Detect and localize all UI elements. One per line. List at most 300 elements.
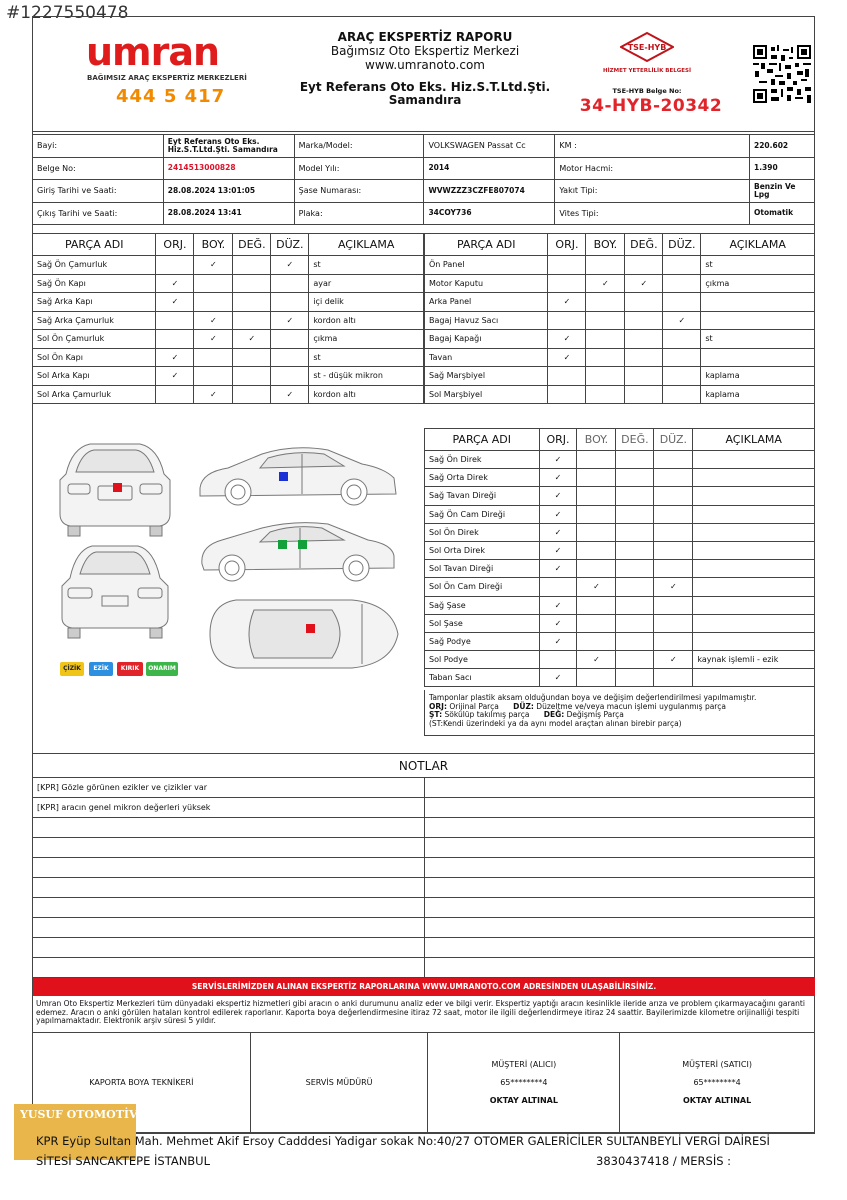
part-note: çıkma bbox=[309, 330, 424, 349]
info-value: 34COY736 bbox=[424, 202, 555, 225]
note-row bbox=[33, 918, 815, 938]
parts-header-row bbox=[33, 234, 424, 256]
note-text: [KPR] aracın genel mikron değerleri yüksek bbox=[33, 798, 425, 818]
orj-mark: ✓ bbox=[539, 469, 577, 487]
part-name: Sağ Ön Direk bbox=[425, 451, 540, 469]
frame-parts-table bbox=[424, 428, 815, 687]
deg-mark bbox=[625, 330, 663, 349]
duz-mark: ✓ bbox=[271, 385, 309, 404]
info-label: Plaka: bbox=[294, 202, 424, 225]
deg-mark bbox=[616, 669, 654, 687]
chip-onarim: ONARIM bbox=[146, 662, 178, 676]
duz-mark bbox=[654, 596, 693, 614]
note-row bbox=[33, 938, 815, 958]
deg-mark bbox=[625, 348, 663, 367]
deg-mark bbox=[233, 293, 271, 312]
deg-mark: ✓ bbox=[233, 330, 271, 349]
part-row bbox=[425, 523, 815, 541]
deg-mark bbox=[616, 487, 654, 505]
part-row bbox=[425, 348, 815, 367]
orj-mark bbox=[539, 651, 577, 669]
col-aciklama: AÇIKLAMA bbox=[701, 234, 815, 256]
orj-mark bbox=[156, 311, 194, 330]
part-name: Sol Ön Kapı bbox=[33, 348, 156, 367]
col-duz: DÜZ. bbox=[271, 234, 309, 256]
part-row bbox=[425, 385, 815, 404]
info-label: Çıkış Tarihi ve Saati: bbox=[33, 202, 164, 225]
part-name: Sağ Tavan Direği bbox=[425, 487, 540, 505]
deg-mark bbox=[616, 651, 654, 669]
orj-mark bbox=[539, 578, 577, 596]
part-row bbox=[425, 293, 815, 312]
info-value: 28.08.2024 13:41 bbox=[163, 202, 294, 225]
boy-mark bbox=[577, 669, 616, 687]
tse-number: 34-HYB-20342 bbox=[579, 96, 723, 116]
deg-mark bbox=[616, 451, 654, 469]
sig-kaporta: KAPORTA BOYA TEKNİKERİ bbox=[33, 1033, 251, 1133]
deg-mark bbox=[616, 560, 654, 578]
legend-value: Sökülüp takılmış parça bbox=[444, 710, 530, 719]
deg-mark bbox=[625, 256, 663, 275]
notes-table bbox=[32, 753, 815, 978]
boy-mark bbox=[586, 348, 625, 367]
logo-subtitle: BAĞIMSIZ ARAÇ EKSPERTİZ MERKEZLERİ bbox=[87, 74, 247, 82]
part-note: st bbox=[701, 330, 815, 349]
phone-number: 444 5 417 bbox=[116, 86, 226, 107]
part-row bbox=[425, 469, 815, 487]
orj-mark: ✓ bbox=[548, 330, 586, 349]
tse-label: TSE-HYB Belge No: bbox=[612, 87, 682, 95]
deg-mark: ✓ bbox=[625, 274, 663, 293]
boy-mark bbox=[577, 505, 616, 523]
note-row bbox=[33, 838, 815, 858]
info-label: KM : bbox=[555, 135, 750, 158]
deg-mark bbox=[616, 614, 654, 632]
car-right-side-icon bbox=[200, 448, 396, 505]
tse-badge-text: TSE-HYB bbox=[627, 43, 667, 52]
col-aciklama: AÇIKLAMA bbox=[309, 234, 424, 256]
header-divider bbox=[32, 131, 815, 132]
orj-mark: ✓ bbox=[156, 274, 194, 293]
boy-mark bbox=[577, 560, 616, 578]
part-name: Sağ Ön Çamurluk bbox=[33, 256, 156, 275]
report-title: ARAÇ EKSPERTİZ RAPORU bbox=[337, 30, 513, 44]
part-name: Sağ Ön Kapı bbox=[33, 274, 156, 293]
deg-mark bbox=[625, 311, 663, 330]
part-row bbox=[425, 669, 815, 687]
boy-mark bbox=[577, 596, 616, 614]
deg-mark bbox=[625, 367, 663, 386]
boy-mark: ✓ bbox=[577, 578, 616, 596]
info-value: 220.602 bbox=[749, 135, 814, 158]
duz-mark bbox=[271, 274, 309, 293]
duz-mark bbox=[654, 451, 693, 469]
boy-mark bbox=[194, 348, 233, 367]
part-row bbox=[33, 330, 424, 349]
info-label: Motor Hacmi: bbox=[555, 157, 750, 180]
deg-mark bbox=[616, 505, 654, 523]
duz-mark bbox=[271, 348, 309, 367]
boy-mark: ✓ bbox=[194, 311, 233, 330]
seller-phone: 65********4 bbox=[693, 1077, 741, 1087]
part-row bbox=[33, 348, 424, 367]
boy-mark bbox=[577, 469, 616, 487]
part-name: Sağ Marşbiyel bbox=[425, 367, 548, 386]
col-boy: BOY. bbox=[586, 234, 625, 256]
part-note: kaplama bbox=[701, 385, 815, 404]
orj-mark bbox=[548, 274, 586, 293]
part-note bbox=[693, 469, 815, 487]
part-row bbox=[425, 487, 815, 505]
duz-mark bbox=[271, 367, 309, 386]
info-label: Vites Tipi: bbox=[555, 202, 750, 225]
boy-mark bbox=[586, 385, 625, 404]
note-row bbox=[33, 798, 815, 818]
boy-mark: ✓ bbox=[194, 256, 233, 275]
note-row bbox=[33, 778, 815, 798]
body-parts-table-right bbox=[424, 233, 815, 404]
part-name: Arka Panel bbox=[425, 293, 548, 312]
part-row bbox=[33, 293, 424, 312]
part-note: çıkma bbox=[701, 274, 815, 293]
part-note: st bbox=[309, 348, 424, 367]
part-note bbox=[693, 632, 815, 650]
info-value: VOLKSWAGEN Passat Cc bbox=[424, 135, 555, 158]
document-number: 2414513000828 bbox=[163, 157, 294, 180]
part-row bbox=[425, 367, 815, 386]
info-value: 1.390 bbox=[749, 157, 814, 180]
duz-mark bbox=[654, 469, 693, 487]
col-duz: DÜZ. bbox=[663, 234, 701, 256]
boy-mark bbox=[194, 367, 233, 386]
damage-marker-left-2 bbox=[298, 540, 307, 549]
orj-mark: ✓ bbox=[539, 560, 577, 578]
part-name: Sağ Arka Kapı bbox=[33, 293, 156, 312]
part-note bbox=[693, 451, 815, 469]
boy-mark: ✓ bbox=[586, 274, 625, 293]
deg-mark bbox=[233, 274, 271, 293]
orj-mark: ✓ bbox=[539, 523, 577, 541]
orj-mark bbox=[548, 385, 586, 404]
part-name: Tavan bbox=[425, 348, 548, 367]
part-name: Sol Marşbiyel bbox=[425, 385, 548, 404]
part-note: kordon altı bbox=[309, 311, 424, 330]
info-label: Belge No: bbox=[33, 157, 164, 180]
part-name: Sol Podye bbox=[425, 651, 540, 669]
part-note bbox=[701, 293, 815, 312]
col-orj: ORJ. bbox=[156, 234, 194, 256]
col-orj: ORJ. bbox=[539, 429, 577, 451]
note-text: [KPR] Gözle görünen ezikler ve çizikler var bbox=[33, 778, 425, 798]
info-row bbox=[33, 202, 815, 225]
orj-mark bbox=[156, 385, 194, 404]
tse-note: HİZMET YETERLİLİK BELGESİ bbox=[602, 68, 692, 74]
part-row bbox=[425, 651, 815, 669]
legend-value: Orijinal Parça bbox=[449, 701, 499, 711]
part-name: Sağ Şase bbox=[425, 596, 540, 614]
car-rear-view-icon bbox=[62, 546, 168, 638]
part-note: içi delik bbox=[309, 293, 424, 312]
duz-mark bbox=[654, 632, 693, 650]
info-value: 2014 bbox=[424, 157, 555, 180]
orj-mark: ✓ bbox=[539, 614, 577, 632]
legend-key: DÜZ: bbox=[513, 701, 534, 711]
note-row bbox=[33, 818, 815, 838]
buyer-title: MÜŞTERİ (ALICI) bbox=[491, 1059, 557, 1069]
part-row bbox=[425, 632, 815, 650]
info-value: Eyt Referans Oto Eks. Hiz.S.T.Ltd.Şti. Samandıra bbox=[163, 135, 294, 158]
part-row bbox=[425, 560, 815, 578]
info-row bbox=[33, 135, 815, 158]
part-name: Sol Şase bbox=[425, 614, 540, 632]
info-label: Yakıt Tipi: bbox=[555, 180, 750, 203]
orj-mark bbox=[548, 256, 586, 275]
col-boy: BOY. bbox=[194, 234, 233, 256]
deg-mark bbox=[616, 469, 654, 487]
duz-mark: ✓ bbox=[654, 578, 693, 596]
duz-mark: ✓ bbox=[271, 311, 309, 330]
report-website: www.umranoto.com bbox=[365, 58, 485, 72]
deg-mark bbox=[616, 596, 654, 614]
duz-mark: ✓ bbox=[271, 256, 309, 275]
deg-mark bbox=[233, 256, 271, 275]
orj-mark: ✓ bbox=[539, 487, 577, 505]
part-name: Ön Panel bbox=[425, 256, 548, 275]
legend-value: Düzeltme ve/veya macun işlemi uygulanmış parça bbox=[536, 701, 726, 711]
legend-key: DEĞ: bbox=[543, 710, 565, 719]
note-row bbox=[33, 958, 815, 978]
sig-buyer bbox=[428, 1033, 620, 1133]
part-name: Bagaj Kapağı bbox=[425, 330, 548, 349]
duz-mark bbox=[654, 505, 693, 523]
report-title-block bbox=[290, 30, 560, 107]
duz-mark bbox=[654, 541, 693, 559]
part-name: Sol Ön Direk bbox=[425, 523, 540, 541]
part-row bbox=[425, 256, 815, 275]
part-row bbox=[425, 578, 815, 596]
part-name: Sağ Orta Direk bbox=[425, 469, 540, 487]
part-note: st bbox=[309, 256, 424, 275]
footer-address-line2: SİTESİ SANCAKTEPE İSTANBUL bbox=[36, 1154, 211, 1168]
part-note bbox=[693, 523, 815, 541]
duz-mark bbox=[654, 523, 693, 541]
legend-line: (ST:Kendi üzerindeki ya da aynı model araçtan alınan birebir parça) bbox=[429, 718, 682, 728]
boy-mark bbox=[194, 293, 233, 312]
part-row bbox=[425, 541, 815, 559]
col-boy: BOY. bbox=[577, 429, 616, 451]
deg-mark bbox=[233, 367, 271, 386]
part-name: Sol Orta Direk bbox=[425, 541, 540, 559]
legend-box bbox=[424, 690, 815, 736]
boy-mark: ✓ bbox=[194, 330, 233, 349]
boy-mark bbox=[577, 541, 616, 559]
boy-mark bbox=[586, 293, 625, 312]
col-deg: DEĞ. bbox=[616, 429, 654, 451]
umran-logo: umran bbox=[86, 30, 220, 74]
part-row bbox=[425, 614, 815, 632]
deg-mark bbox=[233, 348, 271, 367]
part-note bbox=[693, 560, 815, 578]
duz-mark bbox=[271, 293, 309, 312]
duz-mark bbox=[663, 348, 701, 367]
duz-mark bbox=[663, 367, 701, 386]
damage-marker-top bbox=[306, 624, 315, 633]
part-row bbox=[425, 330, 815, 349]
col-part-name: PARÇA ADI bbox=[33, 234, 156, 256]
part-note bbox=[693, 596, 815, 614]
legend-line: Tamponlar plastik aksam olduğundan boya ve değişim değerlendirilmesi yapılmamıştır. bbox=[429, 693, 757, 702]
orj-mark: ✓ bbox=[156, 348, 194, 367]
website-banner: SERVİSLERİMİZDEN ALINAN EKSPERTİZ RAPORLARINA WWW.UMRANOTO.COM ADRESİNDEN ULAŞABİLİRSİNİZ. bbox=[33, 978, 815, 996]
footer-tax-number: 3830437418 / MERSİS : bbox=[596, 1154, 732, 1168]
info-label: Marka/Model: bbox=[294, 135, 424, 158]
legend-value: Değişmiş Parça bbox=[566, 710, 624, 719]
part-note: st - düşük mikron bbox=[309, 367, 424, 386]
info-value: Otomatik bbox=[749, 202, 814, 225]
listing-id-watermark: #1227550478 bbox=[6, 3, 129, 23]
tse-hyb-badge-icon bbox=[620, 32, 674, 62]
deg-mark bbox=[233, 311, 271, 330]
vehicle-info-table bbox=[32, 134, 815, 225]
orj-mark bbox=[548, 367, 586, 386]
seller-name: OKTAY ALTINAL bbox=[682, 1095, 752, 1105]
info-label: Bayi: bbox=[33, 135, 164, 158]
part-note bbox=[693, 578, 815, 596]
part-row bbox=[425, 311, 815, 330]
buyer-name: OKTAY ALTINAL bbox=[489, 1095, 558, 1105]
part-name: Sol Arka Çamurluk bbox=[33, 385, 156, 404]
damage-marker-left-1 bbox=[278, 540, 287, 549]
col-duz: DÜZ. bbox=[654, 429, 693, 451]
car-damage-diagram bbox=[32, 428, 424, 688]
part-name: Sol Arka Kapı bbox=[33, 367, 156, 386]
dealer-stamp-text: YUSUF OTOMOTİV bbox=[20, 1108, 138, 1121]
seller-title: MÜŞTERİ (SATICI) bbox=[682, 1059, 752, 1069]
part-note bbox=[693, 614, 815, 632]
note-row bbox=[33, 878, 815, 898]
boy-mark bbox=[577, 632, 616, 650]
orj-mark: ✓ bbox=[156, 367, 194, 386]
part-row bbox=[33, 385, 424, 404]
boy-mark bbox=[586, 330, 625, 349]
part-note bbox=[693, 487, 815, 505]
deg-mark bbox=[616, 578, 654, 596]
duz-mark bbox=[663, 385, 701, 404]
part-note: kordon altı bbox=[309, 385, 424, 404]
part-row bbox=[425, 274, 815, 293]
orj-mark: ✓ bbox=[539, 596, 577, 614]
part-row bbox=[33, 274, 424, 293]
part-note bbox=[701, 348, 815, 367]
orj-mark: ✓ bbox=[539, 451, 577, 469]
part-row bbox=[33, 311, 424, 330]
body-parts-table-left bbox=[32, 233, 424, 404]
col-part-name: PARÇA ADI bbox=[425, 234, 548, 256]
part-name: Bagaj Havuz Sacı bbox=[425, 311, 548, 330]
info-label: Şase Numarası: bbox=[294, 180, 424, 203]
part-note bbox=[693, 505, 815, 523]
legend-key: ŞT: bbox=[429, 710, 443, 719]
info-row bbox=[33, 180, 815, 203]
footer-address-line1: KPR Eyüp Sultan Mah. Mehmet Akif Ersoy Cadddesi Yadigar sokak No:40/27 OTOMER GALERİCİLER SULTANBEYLİ VERGİ DAİRESİ bbox=[36, 1134, 770, 1148]
note-row bbox=[33, 898, 815, 918]
col-part-name: PARÇA ADI bbox=[425, 429, 540, 451]
part-note bbox=[693, 541, 815, 559]
part-name: Sağ Podye bbox=[425, 632, 540, 650]
duz-mark bbox=[654, 560, 693, 578]
deg-mark bbox=[616, 523, 654, 541]
part-note bbox=[701, 311, 815, 330]
info-value: 28.08.2024 13:01:05 bbox=[163, 180, 294, 203]
part-name: Motor Kaputu bbox=[425, 274, 548, 293]
disclaimer-text: Umran Oto Ekspertiz Merkezleri tüm dünyadaki ekspertiz hizmetleri gibi aracın o anki durumunu analiz eder ve bilgi verir. Ekspertiz yaptığı aracın kesinlikle ileride arıza ve problem çıkarmayacağını garanti edemez. Aracın o anki görülen hataları kontrol edilerek raporlanır. Kaporta boya değerlendirmesine itiraz 72 saat, motor ile ilgili değerlendirmeye itiraz 24 saattir. Bayilerimizde kilometre orijinalliği tespiti yapılmamaktadır. Elektronik arşiv süresi 5 yıldır. bbox=[36, 999, 805, 1025]
part-name: Sol Ön Cam Direği bbox=[425, 578, 540, 596]
duz-mark bbox=[663, 293, 701, 312]
parts-header-row bbox=[425, 234, 815, 256]
report-subtitle: Bağımsız Oto Ekspertiz Merkezi bbox=[330, 44, 520, 58]
col-deg: DEĞ. bbox=[233, 234, 271, 256]
chip-ezik: EZİK bbox=[89, 662, 113, 676]
part-note bbox=[693, 669, 815, 687]
deg-mark bbox=[625, 293, 663, 312]
boy-mark bbox=[586, 367, 625, 386]
part-row bbox=[33, 256, 424, 275]
qr-code-icon bbox=[753, 45, 811, 103]
duz-mark: ✓ bbox=[654, 651, 693, 669]
duz-mark bbox=[654, 487, 693, 505]
col-deg: DEĞ. bbox=[625, 234, 663, 256]
part-name: Sol Ön Çamurluk bbox=[33, 330, 156, 349]
col-orj: ORJ. bbox=[548, 234, 586, 256]
deg-mark bbox=[616, 632, 654, 650]
part-row bbox=[425, 505, 815, 523]
info-value: Benzin Ve Lpg bbox=[749, 180, 814, 203]
buyer-phone: 65********4 bbox=[500, 1077, 548, 1087]
info-row bbox=[33, 157, 815, 180]
part-note: ayar bbox=[309, 274, 424, 293]
parts-header-row bbox=[425, 429, 815, 451]
duz-mark bbox=[663, 330, 701, 349]
sig-seller bbox=[620, 1033, 815, 1133]
orj-mark: ✓ bbox=[548, 348, 586, 367]
note-row bbox=[33, 858, 815, 878]
boy-mark bbox=[577, 451, 616, 469]
car-top-view-icon bbox=[210, 600, 398, 668]
orj-mark bbox=[548, 311, 586, 330]
signature-table bbox=[32, 1032, 815, 1133]
orj-mark: ✓ bbox=[539, 541, 577, 559]
orj-mark: ✓ bbox=[548, 293, 586, 312]
deg-mark bbox=[233, 385, 271, 404]
duz-mark: ✓ bbox=[663, 311, 701, 330]
orj-mark bbox=[156, 256, 194, 275]
duz-mark bbox=[654, 669, 693, 687]
part-name: Sağ Ön Cam Direği bbox=[425, 505, 540, 523]
info-label: Giriş Tarihi ve Saati: bbox=[33, 180, 164, 203]
info-value: WVWZZZ3CZFE807074 bbox=[424, 180, 555, 203]
part-note: st bbox=[701, 256, 815, 275]
part-name: Taban Sacı bbox=[425, 669, 540, 687]
duz-mark bbox=[663, 256, 701, 275]
part-name: Sol Tavan Direği bbox=[425, 560, 540, 578]
info-label: Model Yılı: bbox=[294, 157, 424, 180]
part-row bbox=[425, 596, 815, 614]
boy-mark bbox=[577, 523, 616, 541]
legend-key: ORJ: bbox=[429, 701, 447, 711]
notes-title: NOTLAR bbox=[33, 754, 815, 778]
part-row bbox=[425, 451, 815, 469]
sig-servis: SERVİS MÜDÜRÜ bbox=[250, 1033, 428, 1133]
